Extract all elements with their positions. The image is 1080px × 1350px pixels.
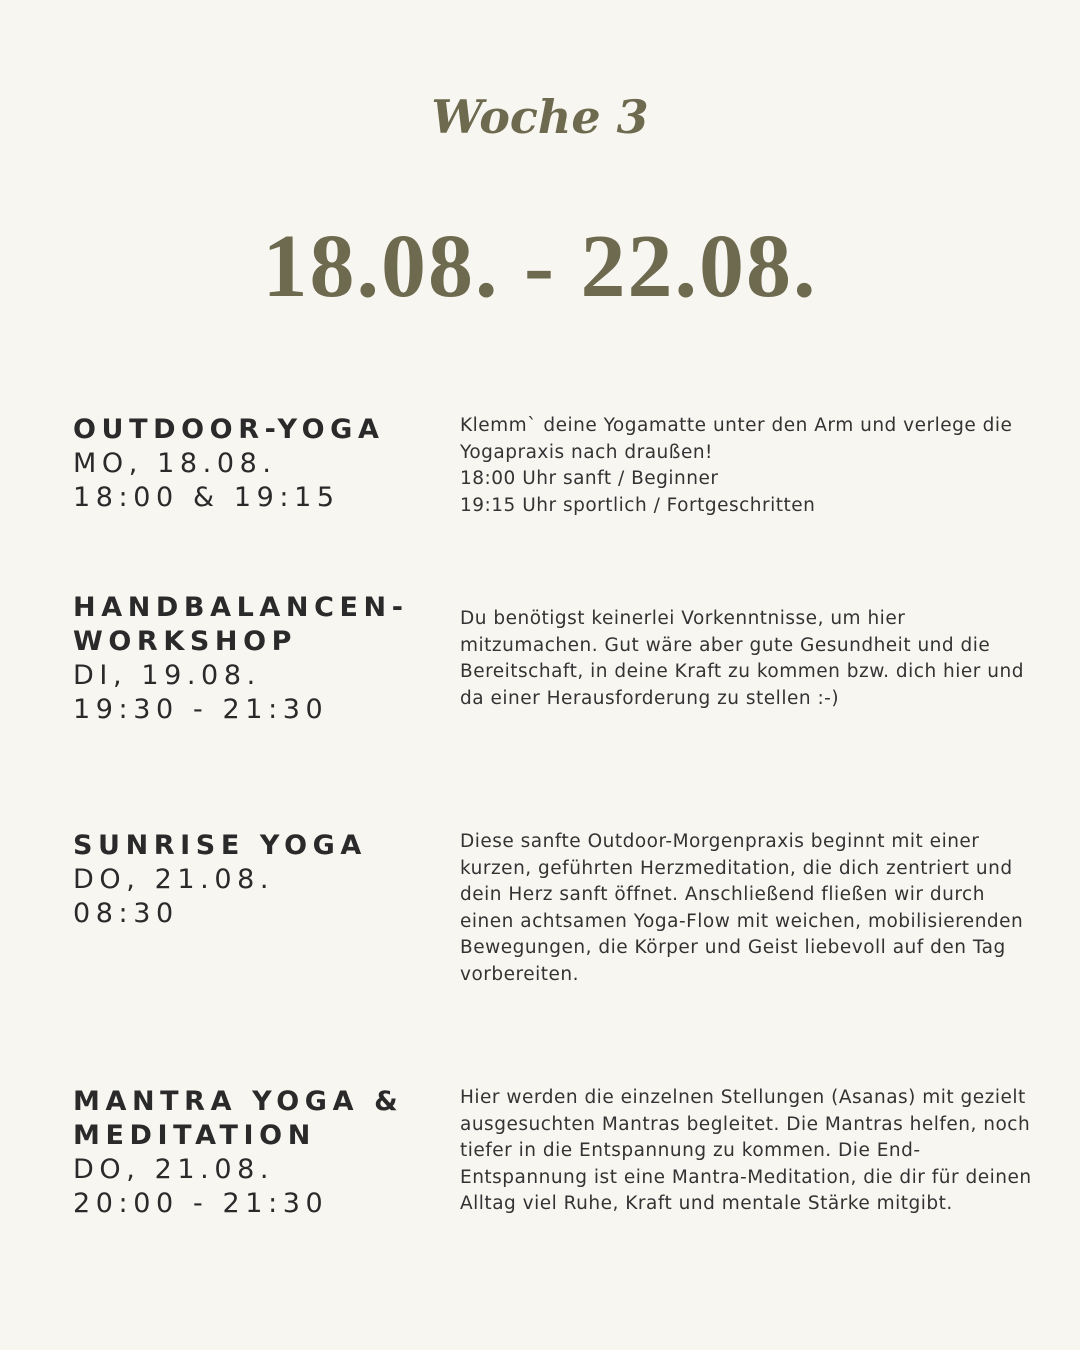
event-time: 18:00 & 19:15 — [73, 482, 340, 513]
event-description-line: Du benötigst keinerlei Vorkenntnisse, um hier mitzumachen. Gut wäre aber gute Gesundheit und die Bereitschaft, in deine Kraft zu kommen bzw. dich hier und da einer Herausforderung zu stellen :-) — [460, 608, 1024, 709]
event-day: DI, 19.08. — [73, 660, 261, 691]
event-description-line: Hier werden die einzelnen Stellungen (Asanas) mit gezielt ausgesuchten Mantras begleitet. Die Mantras helfen, noch tiefer in die Entspannung zu kommen. Die End-Entspannung ist eine Mantra-Meditation, die dir für deinen Alltag viel Ruhe, Kraft und mentale Stärke mitgibt. — [460, 1087, 1032, 1214]
event-description-line: 18:00 Uhr sanft / Beginner — [460, 468, 719, 489]
event-title: MANTRA YOGA & MEDITATION — [73, 1086, 404, 1151]
event-description — [460, 413, 1045, 519]
event-day: MO, 18.08. — [73, 448, 277, 479]
event-description-line: Diese sanfte Outdoor-Morgenpraxis beginnt mit einer kurzen, geführten Herzmeditation, die dich zentriert und dein Herz sanft öffnet. Anschließend fließen wir durch einen achtsamen Yoga-Flow mit weichen, mobilisierenden Bewegungen, die Körper und Geist liebevoll auf den Tag vorbereiten. — [460, 831, 1024, 985]
event-day: DO, 21.08. — [73, 864, 275, 895]
event-title: HANDBALANCEN- WORKSHOP — [73, 592, 409, 657]
event-heading-block — [73, 413, 448, 515]
event-description-line: 19:15 Uhr sportlich / Fortgeschritten — [460, 494, 816, 516]
event-title: SUNRISE YOGA — [73, 830, 367, 861]
event-time: 20:00 - 21:30 — [73, 1188, 329, 1219]
event-heading-block — [73, 591, 448, 727]
event-description — [460, 829, 1045, 988]
event-heading-block — [73, 1085, 448, 1221]
week-heading: Woche 3 — [431, 90, 649, 144]
event-description — [460, 1085, 1045, 1218]
date-range: 18.08. - 22.08. — [262, 217, 818, 316]
event-heading-block — [73, 829, 448, 931]
event-title: OUTDOOR-YOGA — [73, 414, 385, 445]
event-description — [460, 606, 1045, 712]
event-time: 19:30 - 21:30 — [73, 694, 329, 725]
event-description-line: Klemm` deine Yogamatte unter den Arm und verlege die Yogapraxis nach draußen! — [460, 415, 1013, 463]
event-time: 08:30 — [73, 898, 179, 929]
event-day: DO, 21.08. — [73, 1154, 275, 1185]
